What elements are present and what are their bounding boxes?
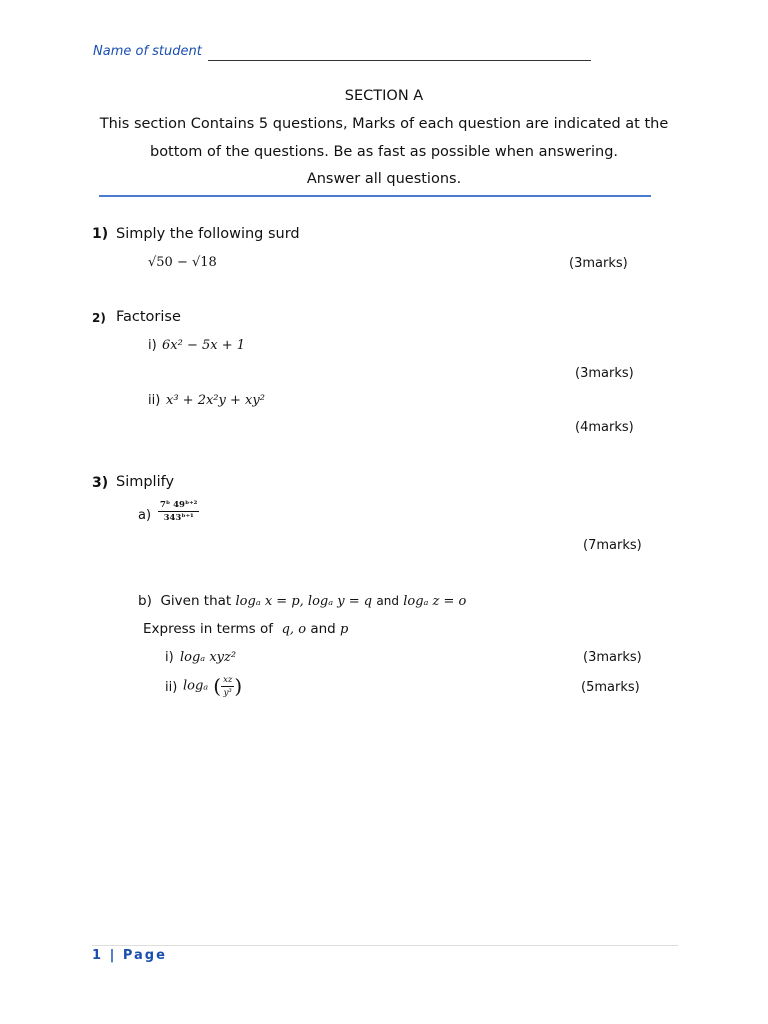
question-3-text: Simplify	[116, 474, 175, 490]
question-3bi-marks: (3marks)	[583, 650, 642, 665]
question-3bii-denominator: y³	[223, 687, 232, 698]
name-of-student-line	[208, 60, 591, 61]
question-2ii-marks: (4marks)	[575, 420, 634, 435]
question-3a-fraction	[158, 500, 199, 523]
question-3b-express-word: Express in terms of	[143, 621, 274, 637]
question-2ii-expression: x³ + 2x²y + xy²	[166, 393, 265, 408]
question-2i-marks: (3marks)	[575, 366, 634, 381]
question-3b-express-and: and	[310, 621, 336, 637]
question-3bi-label: i)	[165, 650, 174, 665]
section-title: SECTION A	[344, 88, 424, 104]
question-3b-label: b)	[138, 593, 152, 609]
question-3a-label: a)	[138, 508, 152, 523]
intro-line-3: Answer all questions.	[306, 171, 462, 187]
name-of-student-label: Name of student	[93, 44, 202, 59]
section-divider	[99, 195, 651, 197]
question-2i-label: i)	[148, 338, 157, 353]
question-3b-express	[143, 621, 348, 637]
question-3b-express-last: p	[340, 622, 349, 637]
question-3bii-label: ii)	[165, 680, 178, 695]
question-1-marks: (3marks)	[569, 256, 628, 271]
question-1-number: 1)	[92, 226, 109, 242]
question-3bii-prefix: logₐ	[183, 678, 209, 694]
question-2-number: 2)	[92, 311, 106, 325]
question-3-number: 3)	[92, 475, 109, 491]
question-3a-numerator: 7ᵇ 49ᵇ⁺²	[160, 500, 198, 510]
intro-line-1: This section Contains 5 questions, Marks of each question are indicated at the	[99, 116, 669, 132]
question-3bii-numerator: xz	[223, 674, 233, 685]
question-3bii-expression: logₐ ( $\frac{xz}{\text{y³}}$ )	[183, 674, 243, 698]
question-1-text: Simply the following surd	[116, 226, 300, 242]
page-number: 1 | Page	[92, 948, 167, 963]
question-3b-given-expr-1: logₐ x = p, logₐ y = q	[235, 594, 373, 609]
question-3bi-expression: logₐ xyz²	[180, 650, 237, 665]
question-3b-given	[138, 593, 466, 609]
question-3b-given-expr-2: logₐ z = o	[403, 594, 467, 609]
question-1-expression: √50 − √18	[148, 255, 217, 270]
intro-line-2: bottom of the questions. Be as fast as possible when answering.	[149, 144, 619, 160]
question-3a-denominator: 343ᵇ⁺¹	[163, 513, 194, 523]
question-3b-given-word: Given that	[160, 593, 232, 609]
footer-divider	[92, 945, 678, 946]
question-3bii-marks: (5marks)	[581, 680, 640, 695]
question-2ii-label: ii)	[148, 393, 161, 408]
question-2i-expression: 6x² − 5x + 1	[162, 338, 246, 353]
question-2-text: Factorise	[116, 309, 181, 325]
question-3a-marks: (7marks)	[583, 538, 642, 553]
question-3b-express-vars: q, o	[281, 622, 307, 637]
question-3b-and-word: and	[376, 594, 399, 608]
